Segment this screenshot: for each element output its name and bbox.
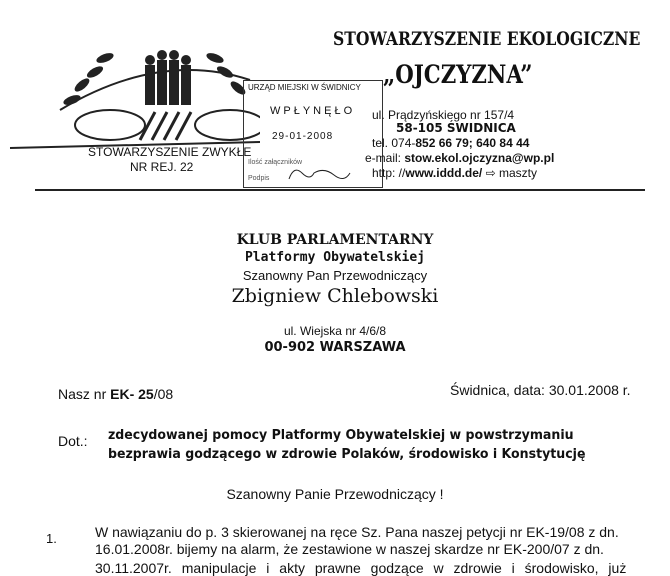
- body-line-2: 16.01.2008r. bijemy na alarm, że zestawione w naszej skardze nr EK-200/07 z dn.: [95, 541, 604, 557]
- email-link[interactable]: stow.ekol.ojczyzna@wp.pl: [404, 151, 555, 165]
- stamp-signature-label: Podpis: [248, 175, 270, 182]
- item-number: 1.: [46, 531, 57, 546]
- phone-numbers: 852 66 79; 640 84 44: [415, 136, 530, 150]
- body-line-3: 30.11.2007r. manipulacje i akty prawne godzące w zdrowie i środowisko, już: [95, 560, 627, 576]
- salutation: Szanowny Panie Przewodniczący !: [226, 486, 444, 502]
- phone-prefix: tel. 074-: [372, 136, 416, 150]
- recipient-name: Zbigniew Chlebowski: [231, 285, 439, 307]
- header-divider: [35, 189, 645, 191]
- stamp-attachments: Ilość załączników: [248, 159, 303, 166]
- ref-prefix: Nasz nr: [58, 386, 111, 402]
- stamp-date: 29-01-2008: [272, 131, 334, 142]
- ref-number: EK- 25: [110, 386, 154, 402]
- subject-line-1: zdecydowanej pomocy Platformy Obywatelskiej w powstrzymaniu: [108, 427, 574, 443]
- stamp-office: URZĄD MIEJSKI W ŚWIDNICY: [248, 83, 361, 92]
- email-label: e-mail:: [365, 151, 405, 165]
- stamp-received: WPŁYNĘŁO: [270, 105, 356, 117]
- org-email: [365, 151, 554, 165]
- org-phone: [372, 136, 529, 150]
- place-date: Świdnica, data: 30.01.2008 r.: [450, 382, 631, 398]
- recipient-city: 00-902 WARSZAWA: [264, 340, 406, 355]
- logo-caption-registration: NR REJ. 22: [130, 160, 194, 174]
- recipient-salutation: Szanowny Pan Przewodniczący: [242, 268, 428, 283]
- org-address: ul. Prądzyńskiego nr 157/4: [372, 108, 515, 122]
- org-type: STOWARZYSZENIE EKOLOGICZNE: [333, 28, 641, 50]
- received-stamp: [243, 80, 383, 188]
- subject-line-2: bezprawia godzącego w zdrowie Polaków, środowisko i Konstytucję: [108, 446, 586, 462]
- recipient-party: Platformy Obywatelskiej: [244, 250, 425, 265]
- ref-suffix: /08: [153, 386, 174, 402]
- recipient-street: ul. Wiejska nr 4/6/8: [283, 324, 387, 338]
- body-line-1: W nawiązaniu do p. 3 skierowanej na ręce Sz. Pana naszej petycji nr EK-19/08 z dn.: [95, 524, 619, 540]
- www-suffix: ⇨ maszty: [482, 166, 537, 180]
- recipient-club: KLUB PARLAMENTARNY: [236, 232, 434, 248]
- org-website: [372, 166, 537, 180]
- subject-label: Dot.:: [58, 433, 88, 449]
- org-city: 58-105 ŚWIDNICA: [396, 121, 516, 135]
- www-label: http: //: [372, 166, 406, 180]
- reference-number: [58, 386, 173, 402]
- website-link[interactable]: www.iddd.de/: [405, 166, 483, 180]
- logo-caption-type: STOWARZYSZENIE ZWYKŁE: [88, 145, 252, 159]
- signature: [284, 165, 354, 181]
- org-name: „OJCZYZNA”: [383, 60, 533, 89]
- organization-logo: [0, 30, 260, 150]
